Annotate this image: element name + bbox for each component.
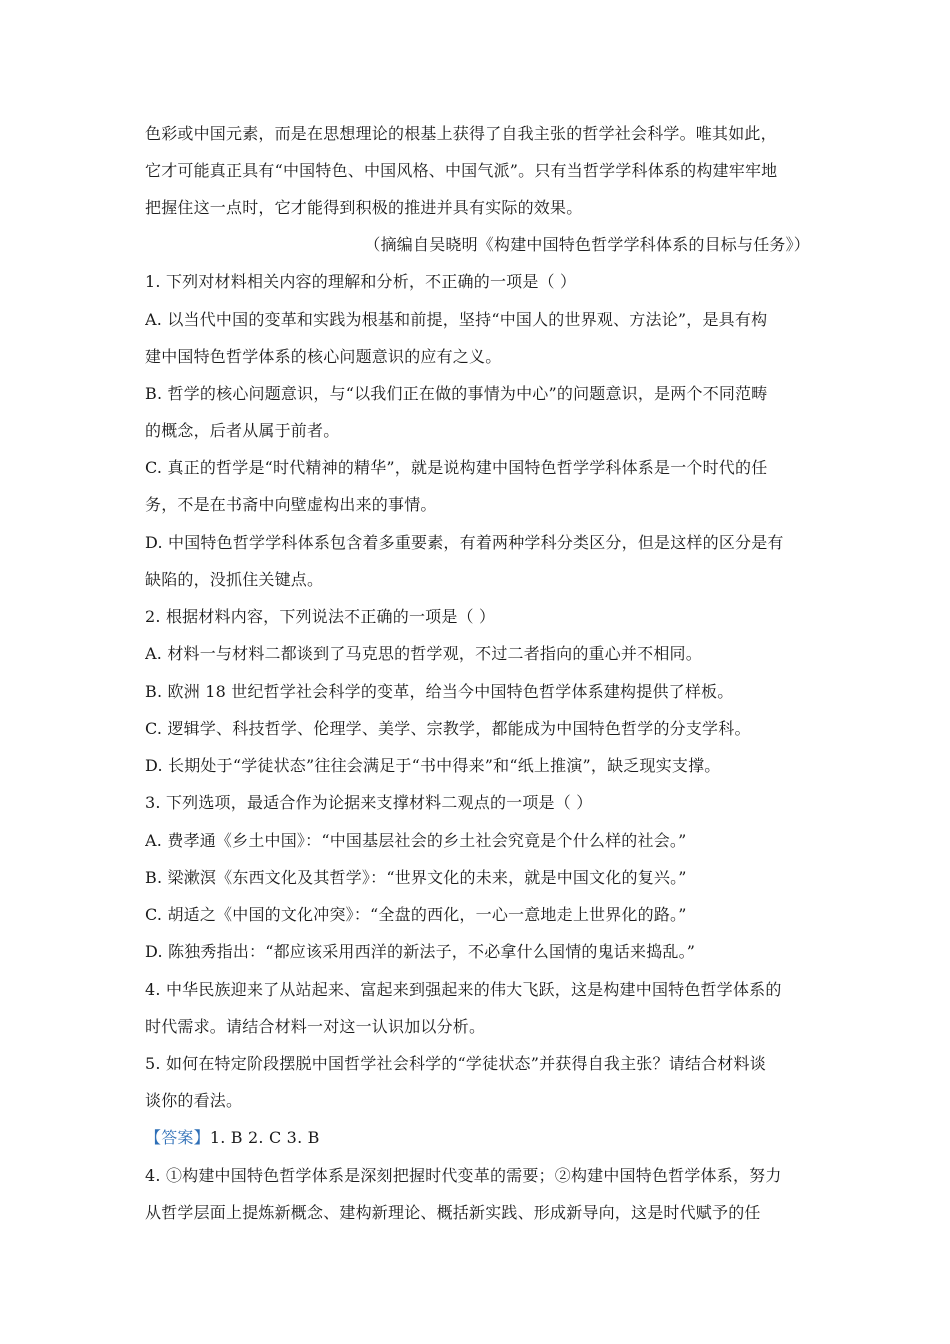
answer-label: 【答案】 [145,1128,210,1147]
question-2-stem: 2. 根据材料内容，下列说法不正确的一项是（ ） [145,607,496,626]
question-3-option-a: A. 费孝通《乡土中国》：“中国基层社会的乡土社会究竟是个什么样的社会。” [145,831,687,850]
question-2-option-a: A. 材料一与材料二都谈到了马克思的哲学观，不过二者指向的重心并不相同。 [145,644,702,663]
question-1-stem: 1. 下列对材料相关内容的理解和分析，不正确的一项是（ ） [145,272,577,291]
question-4-line-1: 4. 中华民族迎来了从站起来、富起来到强起来的伟大飞跃，这是构建中国特色哲学体系的 [145,980,782,999]
question-1-option-b: B. 哲学的核心问题意识，与“以我们正在做的事情为中心”的问题意识，是两个不同范畴 [145,384,768,403]
question-2-option-c: C. 逻辑学、科技哲学、伦理学、美学、宗教学，都能成为中国特色哲学的分支学科。 [145,719,751,738]
question-3-option-b: B. 梁漱溟《东西文化及其哲学》：“世界文化的未来，就是中国文化的复兴。” [145,868,687,887]
passage-line-1: 色彩或中国元素，而是在思想理论的根基上获得了自我主张的哲学社会科学。唯其如此， [145,124,777,143]
question-3-option-c: C. 胡适之《中国的文化冲突》：“全盘的西化，一心一意地走上世界化的路。” [145,905,687,924]
question-4-line-2: 时代需求。请结合材料一对这一认识加以分析。 [145,1017,486,1036]
question-5-line-2: 谈你的看法。 [145,1091,243,1110]
answer-choices: 1. B 2. C 3. B [209,1128,320,1147]
answer-key-line [145,1128,810,1148]
question-1-option-d: D. 中国特色哲学学科体系包含着多重要素，有着两种学科分类区分，但是这样的区分是有 [145,533,784,552]
passage-source: （摘编自吴晓明《构建中国特色哲学学科体系的目标与任务》） [364,235,810,254]
question-1-option-a: A. 以当代中国的变革和实践为根基和前提，坚持“中国人的世界观、方法论”，是具有构 [145,310,768,329]
question-2-option-b: B. 欧洲 18 世纪哲学社会科学的变革，给当今中国特色哲学体系建构提供了样板。 [145,682,734,701]
answer-4-line-1: 4. ①构建中国特色哲学体系是深刻把握时代变革的需要；②构建中国特色哲学体系，努力 [145,1166,782,1185]
question-3-stem: 3. 下列选项，最适合作为论据来支撑材料二观点的一项是（ ） [145,793,593,812]
question-3-option-d: D. 陈独秀指出：“都应该采用西洋的新法子，不必拿什么国情的鬼话来捣乱。” [145,942,696,961]
question-2-option-d: D. 长期处于“学徒状态”往往会满足于“书中得来”和“纸上推演”，缺乏现实支撑。 [145,756,721,775]
question-1-option-b-cont: 的概念，后者从属于前者。 [145,421,340,440]
question-1-option-a-cont: 建中国特色哲学体系的核心问题意识的应有之义。 [145,347,502,366]
passage-line-2: 它才可能真正具有“中国特色、中国风格、中国气派”。只有当哲学学科体系的构建牢牢地 [145,161,778,180]
question-1-option-c-cont: 务，不是在书斋中向壁虚构出来的事情。 [145,495,437,514]
question-5-line-1: 5. 如何在特定阶段摆脱中国哲学社会科学的“学徒状态”并获得自我主张？请结合材料谈 [145,1054,766,1073]
question-1-option-d-cont: 缺陷的，没抓住关键点。 [145,570,324,589]
question-1-option-c: C. 真正的哲学是“时代精神的精华”，就是说构建中国特色哲学学科体系是一个时代的任 [145,458,768,477]
answer-4-line-2: 从哲学层面上提炼新概念、建构新理论、概括新实践、形成新导向，这是时代赋予的任 [145,1203,761,1222]
passage-line-3: 把握住这一点时，它才能得到积极的推进并具有实际的效果。 [145,198,583,217]
